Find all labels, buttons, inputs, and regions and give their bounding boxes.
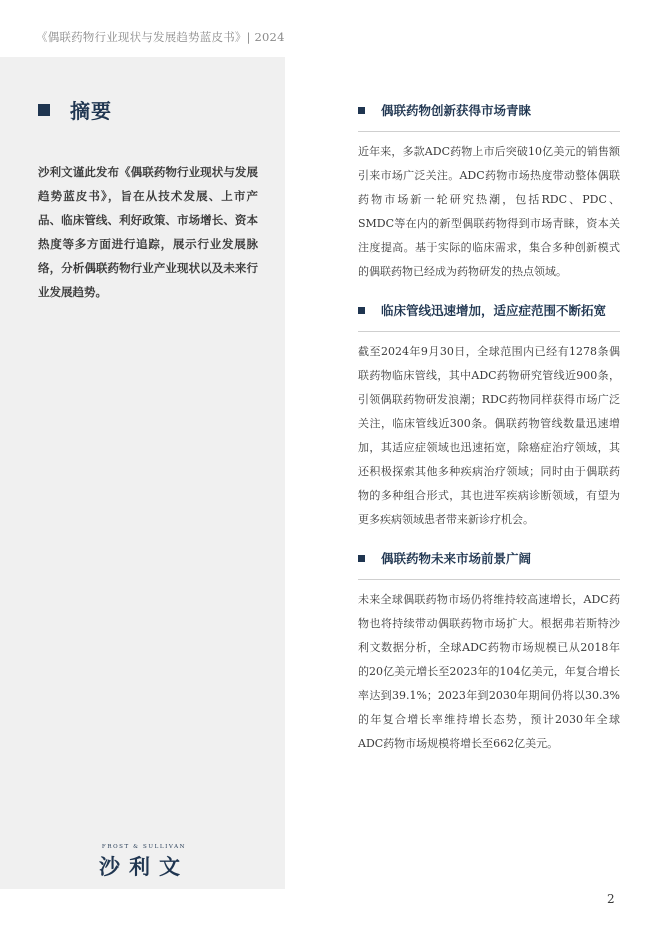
section-title: 偶联药物未来市场前景广阔 [381,551,532,566]
page-number: 2 [607,892,615,906]
section-market-outlook [358,548,620,756]
section-text: 近年来，多款ADC药物上市后突破10亿美元的销售额引来市场广泛关注。ADC药物市场热度带动整体偶联药物市场新一轮研究热潮，包括RDC、PDC、SMDC等在内的新型偶联药物得到市场青睐，资本关注度提高。基于实际的临床需求，集合多种创新模式的偶联药物已经成为药物研发的热点领域。 [358,145,620,278]
running-header: 《偶联药物行业现状与发展趋势蓝皮书》| 2024 [36,30,285,44]
section-text: 未来全球偶联药物市场仍将维持较高速增长，ADC药物也将持续带动偶联药物市场扩大。根据弗若斯特沙利文数据分析，全球ADC药物市场规模已从2018年的20亿美元增长至2023年的104亿美元，年复合增长率达到39.1%；2023年到2030年期间仍将以30.3%的年复合增长率维持增长态势，预计2030年全球ADC药物市场规模将增长至662亿美元。 [358,593,620,750]
frost-sullivan-logo [90,844,198,881]
section-divider [358,331,620,332]
square-bullet-icon [358,555,365,562]
section-text: 截至2024年9月30日，全球范围内已经有1278条偶联药物临床管线，其中ADC药物研究管线近900条，引领偶联药物研发浪潮；RDC药物同样获得市场广泛关注，临床管线近300条。偶联药物管线数量迅速增加，其适应症领域也迅速拓宽，除癌症治疗领域，其还积极探索其他多种疾病治疗领域；同时由于偶联药物的多种组合形式，其也进军疾病诊断领域，有望为更多疾病领域患者带来新诊疗机会。 [358,345,620,526]
section-title: 偶联药物创新获得市场青睐 [381,103,532,118]
abstract-title: 摘要 [70,99,112,123]
section-title: 临床管线迅速增加，适应症范围不断拓宽 [381,303,607,318]
section-pipeline [358,300,620,532]
section-heading [358,548,620,568]
section-innovation [358,100,620,284]
logo-english: FROST & SULLIVAN [101,844,187,850]
square-bullet-icon [358,107,365,114]
square-bullet-icon [38,104,50,116]
section-divider [358,579,620,580]
abstract-heading [38,95,112,124]
section-divider [358,131,620,132]
square-bullet-icon [358,307,365,314]
abstract-text: 沙利文谨此发布《偶联药物行业现状与发展趋势蓝皮书》，旨在从技术发展、上市产品、临床管线、利好政策、市场增长、资本热度等多方面进行追踪，展示行业发展脉络，分析偶联药物行业产业现状以及未来行业发展趋势。 [38,165,258,299]
section-heading [358,300,620,320]
logo-chinese: 沙利文 [99,854,189,879]
section-heading [358,100,620,120]
